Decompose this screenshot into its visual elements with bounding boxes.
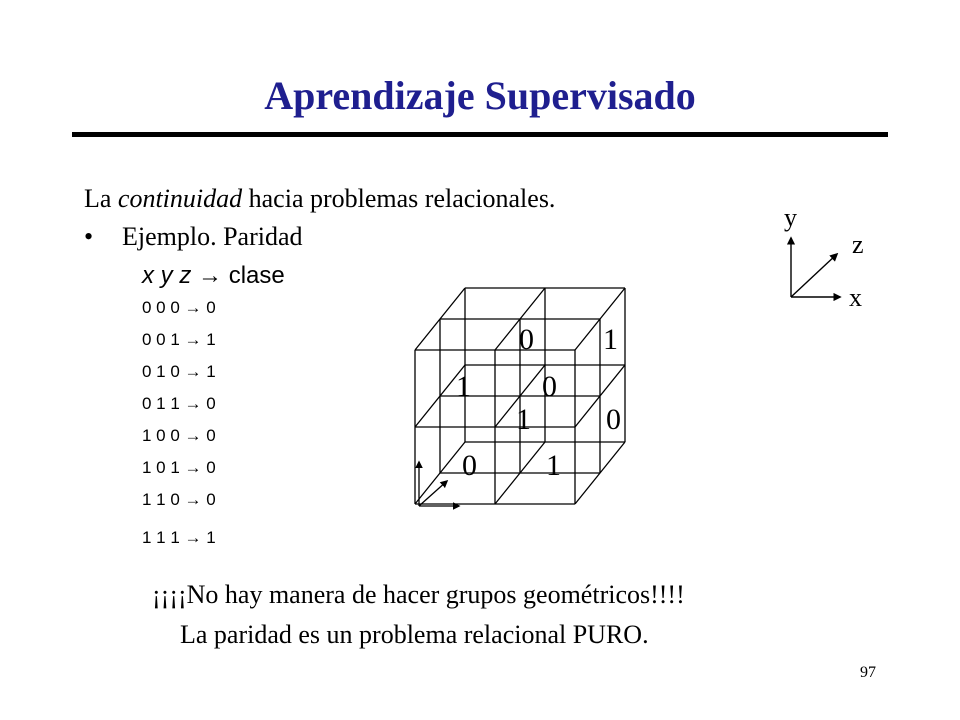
intro-after: hacia problemas relacionales.	[242, 184, 556, 213]
row-output: 0	[206, 458, 216, 477]
row-arrow: →	[184, 528, 202, 547]
row-input: 1 1 1	[142, 528, 180, 547]
cube-cell-value: 1	[546, 449, 561, 482]
cube-cell-value: 0	[462, 449, 477, 482]
row-input: 1 0 0	[142, 426, 180, 445]
row-input: 1 1 0	[142, 490, 180, 509]
bullet-text: Ejemplo. Paridad	[122, 222, 303, 251]
slide-title: Aprendizaje Supervisado	[264, 73, 696, 118]
row-output: 1	[206, 330, 216, 349]
row-arrow: →	[184, 394, 202, 413]
row-output: 0	[206, 490, 216, 509]
row-output: 0	[206, 426, 216, 445]
intro-emphasis: continuidad	[117, 184, 243, 213]
cube-wireframe	[415, 288, 625, 504]
cube-cell-value: 1	[603, 323, 618, 356]
cube-cell-value: 0	[519, 323, 534, 356]
row-input: 0 1 0	[142, 362, 180, 381]
z-axis-label: z	[852, 230, 864, 259]
row-arrow: →	[184, 298, 202, 317]
cube-cell-value: 0	[606, 403, 621, 436]
x-axis-label: x	[849, 283, 862, 312]
cube-cell-value: 0	[542, 370, 557, 403]
footer-line-1: ¡¡¡¡No hay manera de hacer grupos geométricos!!!!	[152, 580, 685, 609]
footer-line-2: La paridad es un problema relacional PURO.	[180, 620, 649, 649]
row-arrow: →	[184, 458, 202, 477]
row-input: 0 1 1	[142, 394, 180, 413]
row-input: 0 0 0	[142, 298, 180, 317]
intro-before: La	[84, 184, 118, 213]
header-label: clase	[228, 262, 285, 289]
bullet-dot: •	[84, 222, 94, 251]
row-input: 1 0 1	[142, 458, 180, 477]
cube-cell-value: 1	[456, 370, 471, 403]
row-output: 1	[206, 528, 216, 547]
row-output: 0	[206, 298, 216, 317]
page-number: 97	[860, 664, 876, 681]
row-arrow: →	[184, 330, 202, 349]
row-arrow: →	[184, 490, 202, 509]
row-arrow: →	[184, 426, 202, 445]
row-output: 0	[206, 394, 216, 413]
cube-cell-value: 1	[516, 403, 531, 436]
y-axis-label: y	[784, 203, 797, 232]
header-vars: x y z	[142, 262, 192, 289]
cube-origin-axes	[419, 462, 459, 506]
row-output: 1	[206, 362, 216, 381]
reference-axes	[791, 238, 840, 297]
z-axis-arrow	[791, 254, 837, 297]
header-arrow: →	[198, 262, 223, 289]
row-arrow: →	[184, 362, 202, 381]
row-input: 0 0 1	[142, 330, 180, 349]
